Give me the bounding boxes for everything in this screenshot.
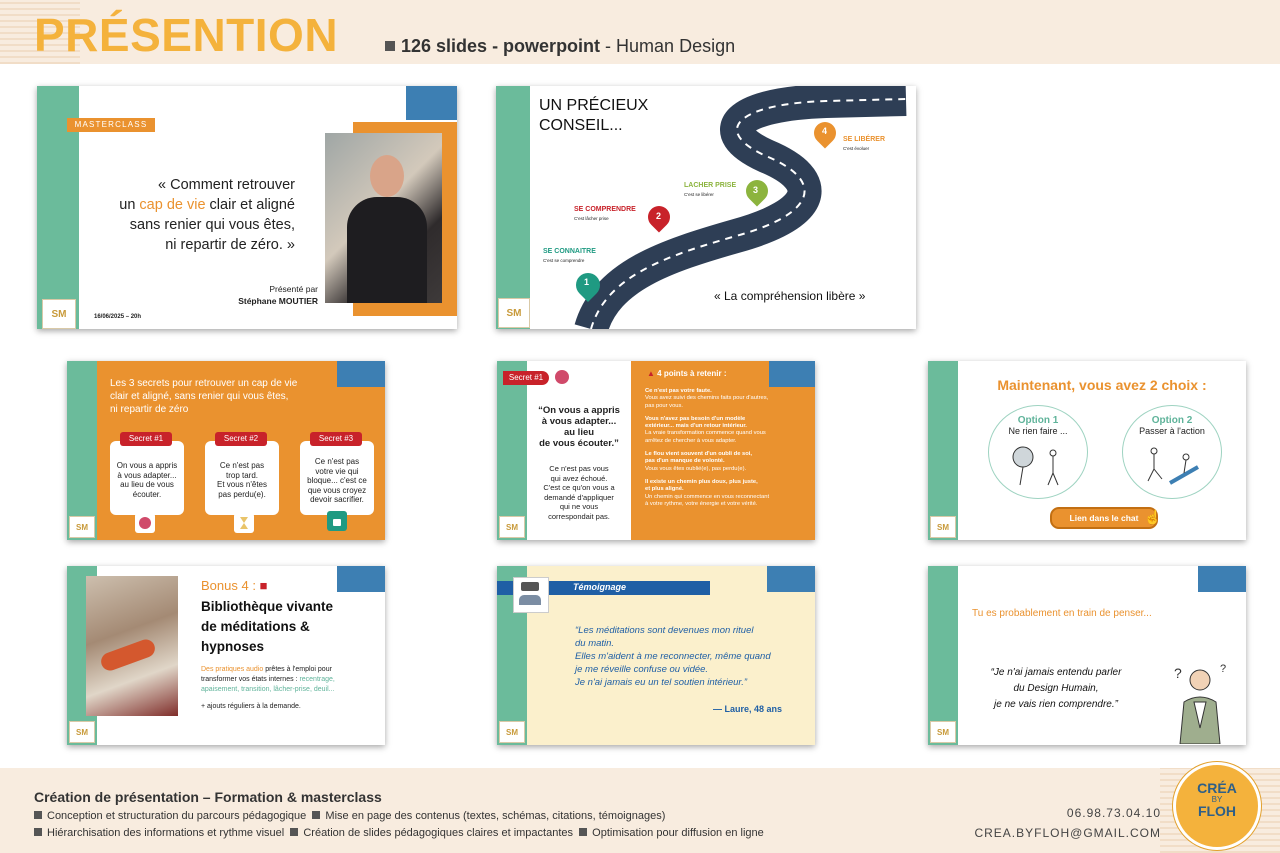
photo-figure [99,637,158,673]
bonus-description [201,665,335,695]
point-line: à votre rythme, votre énergie et votre vérité. [645,500,758,507]
footer-phone[interactable]: 06.98.73.04.10 [1066,806,1161,820]
badge-line: CRÉA [1197,780,1237,796]
slide-blue-square [769,361,815,387]
sm-logo: SM [930,516,956,538]
desc-part: transformer vos états internes : [201,676,300,683]
point-line: arrêtez de chercher à vous adapter. [645,437,737,444]
speaker-photo [325,133,442,303]
crea-by-floh-badge [1173,762,1261,850]
heading-line: Les 3 secrets pour retrouver un cap de vie [110,378,298,389]
point-line: pas pour vous. [645,402,684,409]
testimonial-label: Témoignage [573,582,627,592]
slide-bonus-library[interactable] [67,566,385,745]
gift-icon: ■ [259,578,268,593]
bullet-square-icon [312,811,320,819]
quote-line: « Comment retrouver [158,177,295,193]
title-line: UN PRÉCIEUX [539,97,649,114]
confused-man-icon [1164,658,1240,744]
chat-link-button[interactable]: Lien dans le chat [1050,507,1158,529]
pin-number: 4 [822,126,828,136]
sm-logo: SM [930,721,956,743]
svg-text:?: ? [1220,663,1227,675]
card-line: bloque... c'est ce [307,476,367,485]
card-line: pas perdu(e). [218,489,266,499]
points-list [645,388,769,508]
sm-logo: SM [69,721,95,743]
bonus-label [201,578,267,593]
slide-blue-square [337,361,385,387]
badge-line: FLOH [1197,803,1237,819]
bullet-square-icon [34,828,42,836]
desc-line: apaisement, transition, lâcher-prise, deuil... [201,686,335,693]
slide-blue-square [767,566,815,592]
step-sub: C'est se comprendre [543,258,585,263]
sm-logo: SM [69,516,95,538]
title-line: Bibliothèque vivante [201,599,334,614]
quote-line: je ne vais rien comprendre.” [994,699,1118,710]
card-line: au lieu de vous [120,480,174,489]
quote-line: je me réveille confuse ou vidée. [575,664,709,675]
slide-heading [110,377,297,416]
slide-green-bar [928,361,958,540]
quote-line: de vous écouter.” [539,438,619,449]
desc-highlight: Des pratiques audio [201,666,264,673]
point-line: et plus aligné. [645,486,684,493]
bonus-extra: + ajouts réguliers à la demande. [201,703,301,710]
slide-blue-square [406,86,457,120]
point-line: Vous vous êtes oublié(e), pas perdu(e). [645,465,747,472]
card-line: trop tard. [225,470,258,480]
points-title [647,369,727,378]
secret-tag: Secret #1 [120,432,172,446]
point-line: pas d'un manque de volonté. [645,458,725,465]
quote-line [119,195,295,215]
secret-card [300,441,374,515]
body-line: qui avez échoué. [550,473,608,483]
pointer-hand-icon: ☝ [1144,509,1162,525]
secret-quote [527,405,631,449]
quote-line: Je n'ai jamais eu un tel soutien intérieur.” [575,677,748,688]
quote-part: un [119,197,140,213]
card-line: Ce n'est pas [219,461,265,470]
option-label: Option 1 [1017,415,1059,426]
quote-line: du matin. [575,638,615,649]
quote-line: “Les méditations sont devenues mon rituel [575,625,754,636]
lock-icon [327,511,347,531]
option-label: Option 2 [1151,415,1193,426]
point-line: La vraie transformation commence quand vous [645,430,766,437]
pin-number: 3 [753,185,759,195]
pin-icon: ▲ [647,369,658,378]
sm-logo: SM [499,516,525,538]
slide-heading: Tu es probablement en train de penser... [972,608,1152,619]
body-line: demandé d'appliquer [544,492,614,502]
slide-testimonial[interactable] [497,566,815,745]
bullet-square-icon [385,41,395,51]
slide-quote [119,175,295,255]
slide-green-bar [928,566,958,745]
presented-by: Présenté par [269,284,318,294]
point-line: Vous avez suivi des chemins faits pour d'autres, [645,395,769,402]
quote-line: sans renier qui vous êtes, [129,217,295,233]
quote-line: “Je n'ai jamais entendu parler [990,667,1122,678]
brain-icon [135,513,155,533]
slide-two-choices[interactable] [928,361,1246,540]
sm-logo: SM [499,721,525,743]
point-line: extérieur... mais d'un retour intérieur. [645,423,747,430]
secret-body [527,464,631,521]
pin-number: 1 [584,277,590,287]
testimonial-author: — Laure, 48 ans [713,704,783,714]
slide-objection[interactable] [928,566,1246,745]
slide-blue-square [1198,566,1246,592]
speech-people-icon [513,577,549,613]
slide-blue-square [337,566,385,592]
footer-title: Création de présentation – Formation & masterclass [34,789,382,805]
secret-tag: Secret #2 [215,432,267,446]
bonus-text: Bonus 4 : [201,578,256,593]
desc-line [201,665,335,675]
step-sub: C'est lâcher prise [574,216,609,221]
objection-quote [976,665,1136,713]
footer-item: Création de slides pédagogiques claires et impactantes [303,827,574,839]
brain-icon [555,370,569,384]
slide-masterclass-cover[interactable] [37,86,457,329]
secret-tag: Secret #1 [503,371,549,385]
card-line: que vous croyez [307,485,367,495]
title-line: hypnoses [201,639,265,654]
point-line: Il existe un chemin plus doux, plus juste, [645,478,758,485]
body-line: qui ne vous [559,502,599,511]
slide-precious-advice[interactable] [496,86,916,329]
photo-face [370,155,404,197]
running-figures-icon [1140,443,1204,489]
footer-item: Hiérarchisation des informations et rythme visuel [47,827,285,839]
option-sub: Ne rien faire ... [1008,426,1068,436]
step-label: SE LIBÉRER [843,136,886,143]
point-line: Le flou vient souvent d'un oubli de soi, [645,451,753,458]
footer-item: Mise en page des contenus (textes, schémas, citations, témoignages) [325,810,666,822]
relaxing-woman-photo [86,576,178,716]
bullet-square-icon [290,828,298,836]
step-label: LACHER PRISE [684,182,737,189]
subtitle-bold: 126 slides - powerpoint [401,36,601,56]
title-line: de méditations & [201,619,310,634]
point-line: Vous n'avez pas besoin d'un modèle [645,415,746,422]
slide-quote: « La compréhension libère » [714,289,866,303]
masterclass-tag: MASTERCLASS [67,118,155,132]
body-line: correspondait pas. [548,511,610,521]
bullet-square-icon [579,828,587,836]
secret-card [205,441,279,515]
bonus-title [201,597,333,657]
desc-highlight: recentrage, [299,676,335,683]
card-line: On vous a appris [116,461,178,470]
quote-line: “On vous a appris [538,405,620,416]
point-line: Un chemin qui commence en vous reconnectant [645,493,770,500]
points-title-text: 4 points à retenir : [657,369,727,378]
slide-three-secrets[interactable] [67,361,385,540]
footer-line-2 [34,827,764,839]
body-line: Ce n'est pas vous [549,464,609,473]
desc-part: prêtes à l'emploi pour [263,666,332,673]
heading-line: ni repartir de zéro [110,404,189,415]
body-line: C'est ce qu'on vous a [543,483,615,492]
point-line: Ce n'est pas votre faute. [645,388,712,394]
secret-tag: Secret #3 [310,432,362,446]
option-sub: Passer à l'action [1139,426,1205,436]
slide-green-bar [67,361,97,540]
step-sub: C'est évoluer [843,146,870,151]
desc-line [201,675,335,685]
hourglass-icon [234,513,254,533]
card-line: votre vie qui [315,466,359,476]
card-line: à vous adapter... [117,470,177,480]
sm-logo: SM [42,299,76,329]
quote-highlight: cap de vie [139,197,206,213]
bullet-square-icon [34,811,42,819]
sm-logo: SM [498,298,530,328]
testimonial-quote [575,624,771,689]
card-line: écouter. [132,489,162,499]
quote-line: du Design Humain, [1013,683,1099,694]
photo-jacket [347,197,427,303]
footer-line-1 [34,810,665,822]
badge-line: BY [1211,795,1223,804]
step-label: SE COMPRENDRE [574,206,636,213]
page-title: PRÉSENTION [34,9,339,61]
step-label: SE CONNAITRE [543,248,596,255]
card-line: Et vous n'êtes [217,480,267,489]
quote-line: à vous adapter... [541,416,617,427]
struggling-figures-icon [1008,443,1068,489]
slide-green-bar [497,361,527,540]
event-date: 16/06/2025 – 20h [94,314,142,320]
footer-email[interactable]: CREA.BYFLOH@GMAIL.COM [974,826,1161,840]
quote-line: Elles m'aident à me reconnecter, même quand [575,651,771,662]
footer-item: Optimisation pour diffusion en ligne [592,827,764,839]
quote-line: au lieu [563,427,595,438]
subtitle-rest: - Human Design [600,36,736,56]
speaker-name: Stéphane MOUTIER [238,296,318,306]
slide-secret-one[interactable] [497,361,815,540]
card-line: devoir sacrifier. [310,495,364,504]
pin-number: 2 [656,211,662,221]
footer-item: Conception et structuration du parcours pédagogique [47,810,307,822]
quote-line: ni repartir de zéro. » [165,237,295,253]
title-line: CONSEIL... [539,117,623,134]
secret-card [110,441,184,515]
heading-line: clair et aligné, sans renier qui vous êtes, [110,391,289,402]
card-line: Ce n'est pas [314,457,360,466]
slide-title: Maintenant, vous avez 2 choix : [997,377,1207,393]
page-subtitle [385,36,735,57]
step-sub: C'est se libérer [684,192,714,197]
svg-text:?: ? [1174,665,1182,681]
quote-part: clair et aligné [205,197,295,213]
